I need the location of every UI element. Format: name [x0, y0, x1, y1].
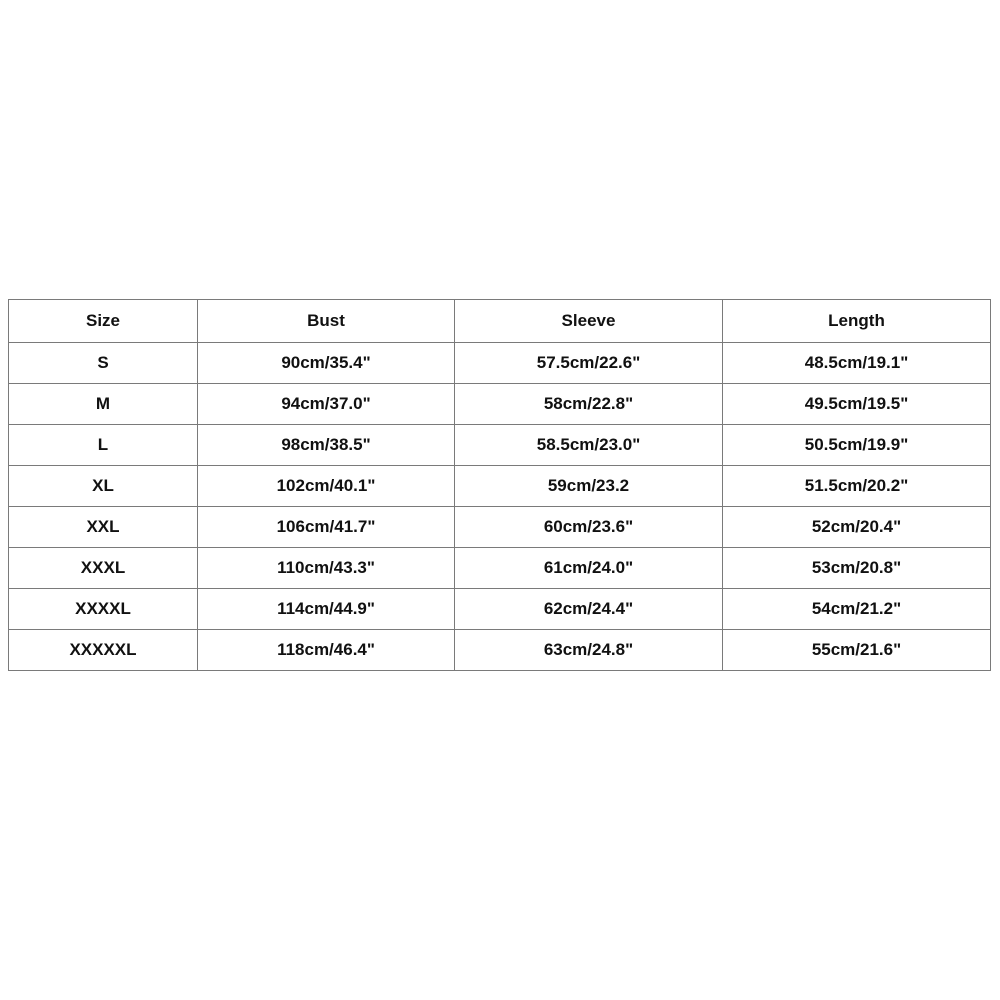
bust-cell: 114cm/44.9" [198, 589, 455, 630]
size-cell: XXXXL [9, 589, 198, 630]
sleeve-cell: 61cm/24.0" [455, 548, 723, 589]
header-sleeve: Sleeve [455, 300, 723, 343]
length-cell: 52cm/20.4" [723, 507, 991, 548]
table-row [9, 466, 991, 507]
length-cell: 50.5cm/19.9" [723, 425, 991, 466]
size-cell: XXXXXL [9, 630, 198, 671]
size-cell: XL [9, 466, 198, 507]
length-cell: 55cm/21.6" [723, 630, 991, 671]
table-row [9, 343, 991, 384]
table-row [9, 548, 991, 589]
length-cell: 48.5cm/19.1" [723, 343, 991, 384]
size-cell: M [9, 384, 198, 425]
length-cell: 53cm/20.8" [723, 548, 991, 589]
sleeve-cell: 62cm/24.4" [455, 589, 723, 630]
bust-cell: 102cm/40.1" [198, 466, 455, 507]
table-header-row [9, 300, 991, 343]
sleeve-cell: 60cm/23.6" [455, 507, 723, 548]
sleeve-cell: 58cm/22.8" [455, 384, 723, 425]
bust-cell: 110cm/43.3" [198, 548, 455, 589]
table-row [9, 589, 991, 630]
bust-cell: 106cm/41.7" [198, 507, 455, 548]
header-bust: Bust [198, 300, 455, 343]
sleeve-cell: 58.5cm/23.0" [455, 425, 723, 466]
header-length: Length [723, 300, 991, 343]
sleeve-cell: 57.5cm/22.6" [455, 343, 723, 384]
size-chart-table [8, 299, 991, 671]
table-row [9, 425, 991, 466]
table-row [9, 630, 991, 671]
size-cell: L [9, 425, 198, 466]
bust-cell: 94cm/37.0" [198, 384, 455, 425]
bust-cell: 98cm/38.5" [198, 425, 455, 466]
table-row [9, 384, 991, 425]
table-row [9, 507, 991, 548]
length-cell: 51.5cm/20.2" [723, 466, 991, 507]
header-size: Size [9, 300, 198, 343]
length-cell: 54cm/21.2" [723, 589, 991, 630]
size-cell: XXL [9, 507, 198, 548]
bust-cell: 90cm/35.4" [198, 343, 455, 384]
sleeve-cell: 63cm/24.8" [455, 630, 723, 671]
length-cell: 49.5cm/19.5" [723, 384, 991, 425]
size-cell: XXXL [9, 548, 198, 589]
size-cell: S [9, 343, 198, 384]
bust-cell: 118cm/46.4" [198, 630, 455, 671]
sleeve-cell: 59cm/23.2 [455, 466, 723, 507]
